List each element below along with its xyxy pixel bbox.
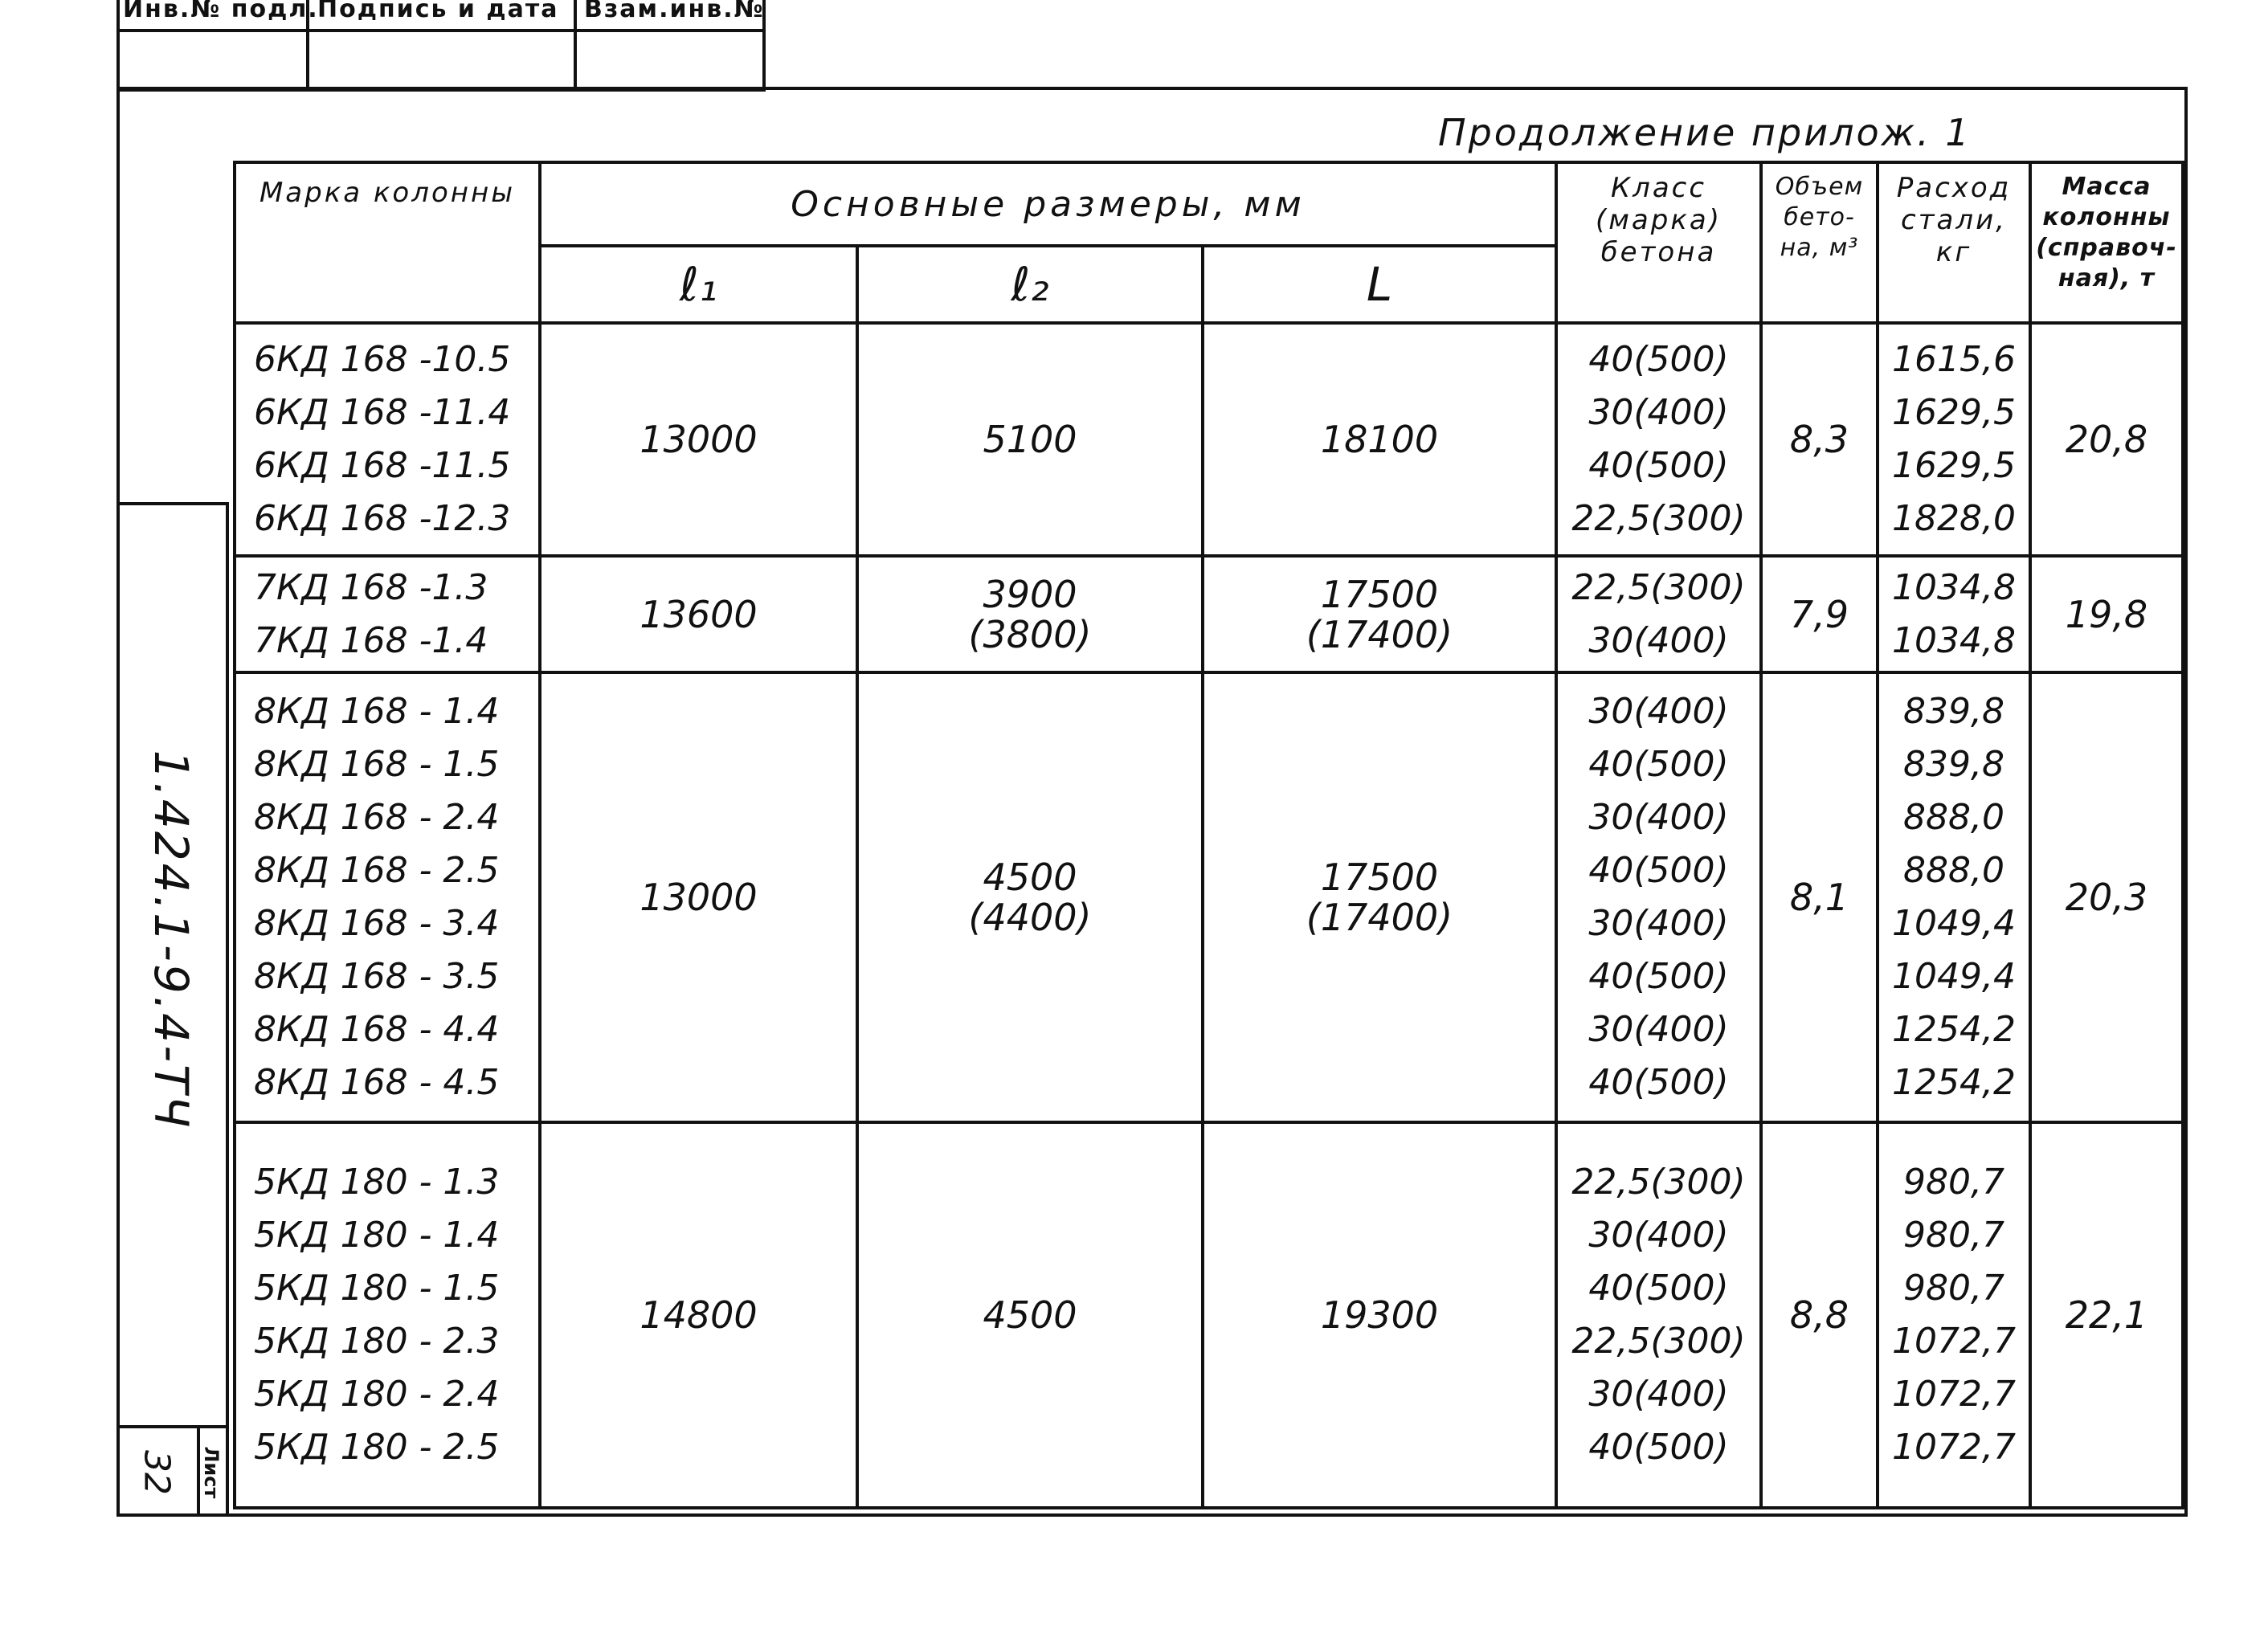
mass-cell: [2030, 323, 2183, 556]
L-cell-value: 17500: [1320, 572, 1439, 616]
mark-cell: [235, 556, 540, 672]
concrete-class-cell-item: 22,5(300): [1571, 498, 1746, 539]
volume-cell-value: 8,8: [1789, 1293, 1849, 1337]
mark-cell-item: 6КД 168 -12.3: [254, 498, 511, 539]
mark-cell-item: 6КД 168 -10.5: [254, 339, 511, 380]
table-row: [235, 1122, 2183, 1508]
mark-cell-item: 5КД 180 - 2.4: [254, 1374, 500, 1415]
mark-cell-item: 5КД 180 - 1.3: [254, 1162, 500, 1203]
steel-cell-item: 980,7: [1903, 1162, 2004, 1203]
concrete-class-cell-item: 30(400): [1588, 1215, 1729, 1256]
L-cell: [1203, 1122, 1556, 1508]
steel-cell-item: 1072,7: [1892, 1321, 2016, 1362]
mark-cell-item: 7КД 168 -1.4: [254, 619, 488, 661]
sheet-number: 32: [136, 1450, 178, 1495]
steel-cell: [1878, 556, 2030, 672]
concrete-class-cell-item: 30(400): [1588, 797, 1729, 838]
l2-cell: [857, 1122, 1203, 1508]
header-steel: Расход стали, кг: [1878, 162, 2030, 323]
header-l1: ℓ₁: [540, 246, 857, 323]
l1-cell-value: 13000: [640, 876, 758, 919]
volume-cell: [1761, 672, 1878, 1122]
steel-cell-item: 1615,6: [1892, 339, 2016, 380]
mark-cell-item: 5КД 180 - 2.3: [254, 1321, 500, 1362]
concrete-class-cell: [1556, 672, 1761, 1122]
L-cell: [1203, 323, 1556, 556]
continuation-caption: Продолжение прилож. 1: [1438, 111, 1972, 154]
mark-cell-item: 5КД 180 - 2.5: [254, 1427, 500, 1468]
l1-cell-value: 13600: [640, 592, 758, 636]
l1-cell: [540, 672, 857, 1122]
steel-cell-item: 1072,7: [1892, 1427, 2016, 1468]
mass-cell: [2030, 556, 2183, 672]
stamp-label-signature: Подпись и дата: [317, 0, 559, 23]
concrete-class-cell-item: 40(500): [1588, 339, 1729, 380]
stamp-strip: [116, 0, 766, 92]
mark-cell-item: 6КД 168 -11.4: [254, 392, 511, 433]
mark-cell-item: 8КД 168 - 2.4: [254, 797, 500, 838]
l2-cell: [857, 672, 1203, 1122]
L-cell-value: 17500: [1320, 856, 1439, 899]
header-dimensions: Основные размеры, мм: [540, 162, 1556, 246]
L-cell-alt-value: (17400): [1306, 612, 1453, 656]
concrete-class-cell-item: 30(400): [1588, 903, 1729, 944]
mass-cell-value: 20,8: [2065, 418, 2148, 461]
L-cell: [1203, 556, 1556, 672]
L-cell-alt-value: (17400): [1306, 896, 1453, 939]
volume-cell-value: 7,9: [1789, 592, 1849, 636]
steel-cell-item: 980,7: [1903, 1268, 2004, 1309]
concrete-class-cell-item: 40(500): [1588, 850, 1729, 891]
mass-cell-value: 20,3: [2065, 876, 2148, 919]
concrete-class-cell-item: 40(500): [1588, 1268, 1729, 1309]
steel-cell: [1878, 1122, 2030, 1508]
steel-cell-item: 839,8: [1903, 744, 2004, 785]
l2-cell-value: 4500: [983, 856, 1077, 899]
l1-cell: [540, 1122, 857, 1508]
mark-cell-item: 8КД 168 - 1.4: [254, 691, 500, 732]
concrete-class-cell-item: 40(500): [1588, 744, 1729, 785]
mass-cell-value: 19,8: [2065, 592, 2148, 636]
mark-cell-item: 5КД 180 - 1.4: [254, 1215, 500, 1256]
l1-cell-value: 14800: [640, 1293, 758, 1337]
document-code: 1.424.1-9.4-ТЧ: [144, 750, 198, 1130]
mark-cell-item: 7КД 168 -1.3: [254, 566, 488, 608]
l1-cell-value: 13000: [640, 418, 758, 461]
mark-cell-item: 8КД 168 - 4.4: [254, 1009, 500, 1050]
header-mark: Марка колонны: [235, 162, 540, 323]
volume-cell: [1761, 323, 1878, 556]
mark-cell: [235, 1122, 540, 1508]
mass-cell-value: 22,1: [2065, 1293, 2148, 1337]
steel-cell-item: 1629,5: [1892, 445, 2016, 486]
L-cell-value: 18100: [1320, 418, 1439, 461]
sheet-box: [116, 1425, 226, 1517]
concrete-class-cell: [1556, 1122, 1761, 1508]
header-volume: Объем бето- на, м³: [1761, 162, 1878, 323]
mass-cell: [2030, 672, 2183, 1122]
steel-cell: [1878, 323, 2030, 556]
mark-cell-item: 5КД 180 - 1.5: [254, 1268, 500, 1309]
steel-cell-item: 1254,2: [1892, 1062, 2016, 1103]
l2-cell-alt-value: (4400): [968, 896, 1092, 939]
l2-cell-alt-value: (3800): [968, 612, 1092, 656]
table-row: [235, 556, 2183, 672]
concrete-class-cell: [1556, 323, 1761, 556]
concrete-class-cell-item: 30(400): [1588, 1374, 1729, 1415]
concrete-class-cell-item: 22,5(300): [1571, 1162, 1746, 1203]
concrete-class-cell-item: 40(500): [1588, 1062, 1729, 1103]
mass-cell: [2030, 1122, 2183, 1508]
mark-cell-item: 8КД 168 - 2.5: [254, 850, 500, 891]
l1-cell: [540, 323, 857, 556]
mark-cell-item: 8КД 168 - 1.5: [254, 744, 500, 785]
steel-cell-item: 1034,8: [1892, 619, 2016, 661]
steel-cell-item: 888,0: [1903, 797, 2004, 838]
steel-cell-item: 1629,5: [1892, 392, 2016, 433]
l2-cell-value: 3900: [983, 572, 1077, 616]
l1-cell: [540, 556, 857, 672]
header-l2: ℓ₂: [857, 246, 1203, 323]
steel-cell-item: 1254,2: [1892, 1009, 2016, 1050]
concrete-class-cell-item: 40(500): [1588, 445, 1729, 486]
concrete-class-cell-item: 30(400): [1588, 392, 1729, 433]
mark-cell: [235, 672, 540, 1122]
l2-cell-value: 5100: [983, 418, 1077, 461]
mark-cell: [235, 323, 540, 556]
mark-cell-item: 8КД 168 - 3.5: [254, 956, 500, 997]
L-cell-value: 19300: [1320, 1293, 1439, 1337]
mark-cell-item: 8КД 168 - 3.4: [254, 903, 500, 944]
volume-cell-value: 8,3: [1789, 418, 1849, 461]
l2-cell: [857, 323, 1203, 556]
steel-cell-item: 888,0: [1903, 850, 2004, 891]
steel-cell-item: 1828,0: [1892, 498, 2016, 539]
side-title-strip: [116, 502, 229, 1517]
column-spec-table: [233, 161, 2184, 1509]
mark-cell-item: 6КД 168 -11.5: [254, 445, 511, 486]
sheet-label: Лист: [200, 1446, 223, 1499]
concrete-class-cell-item: 40(500): [1588, 1427, 1729, 1468]
steel-cell-item: 1072,7: [1892, 1374, 2016, 1415]
steel-cell-item: 1049,4: [1892, 956, 2016, 997]
concrete-class-cell-item: 30(400): [1588, 691, 1729, 732]
steel-cell-item: 1049,4: [1892, 903, 2016, 944]
volume-cell: [1761, 1122, 1878, 1508]
volume-cell-value: 8,1: [1789, 876, 1849, 919]
concrete-class-cell-item: 22,5(300): [1571, 566, 1746, 608]
header-concrete-class: Класс (марка) бетона: [1556, 162, 1761, 323]
L-cell: [1203, 672, 1556, 1122]
concrete-class-cell-item: 40(500): [1588, 956, 1729, 997]
table-row: [235, 672, 2183, 1122]
stamp-label-replacement: Взам.инв.№: [584, 0, 765, 23]
l2-cell: [857, 556, 1203, 672]
l2-cell-value: 4500: [983, 1293, 1077, 1337]
header-mass: Масса колонны (справоч- ная), т: [2030, 162, 2183, 323]
stamp-label-inventory: Инв.№ подл.: [123, 0, 319, 23]
table-row: [235, 323, 2183, 556]
steel-cell: [1878, 672, 2030, 1122]
steel-cell-item: 1034,8: [1892, 566, 2016, 608]
concrete-class-cell-item: 30(400): [1588, 1009, 1729, 1050]
concrete-class-cell: [1556, 556, 1761, 672]
concrete-class-cell-item: 30(400): [1588, 619, 1729, 661]
volume-cell: [1761, 556, 1878, 672]
concrete-class-cell-item: 22,5(300): [1571, 1321, 1746, 1362]
mark-cell-item: 8КД 168 - 4.5: [254, 1062, 500, 1103]
steel-cell-item: 980,7: [1903, 1215, 2004, 1256]
header-L: L: [1203, 246, 1556, 323]
steel-cell-item: 839,8: [1903, 691, 2004, 732]
